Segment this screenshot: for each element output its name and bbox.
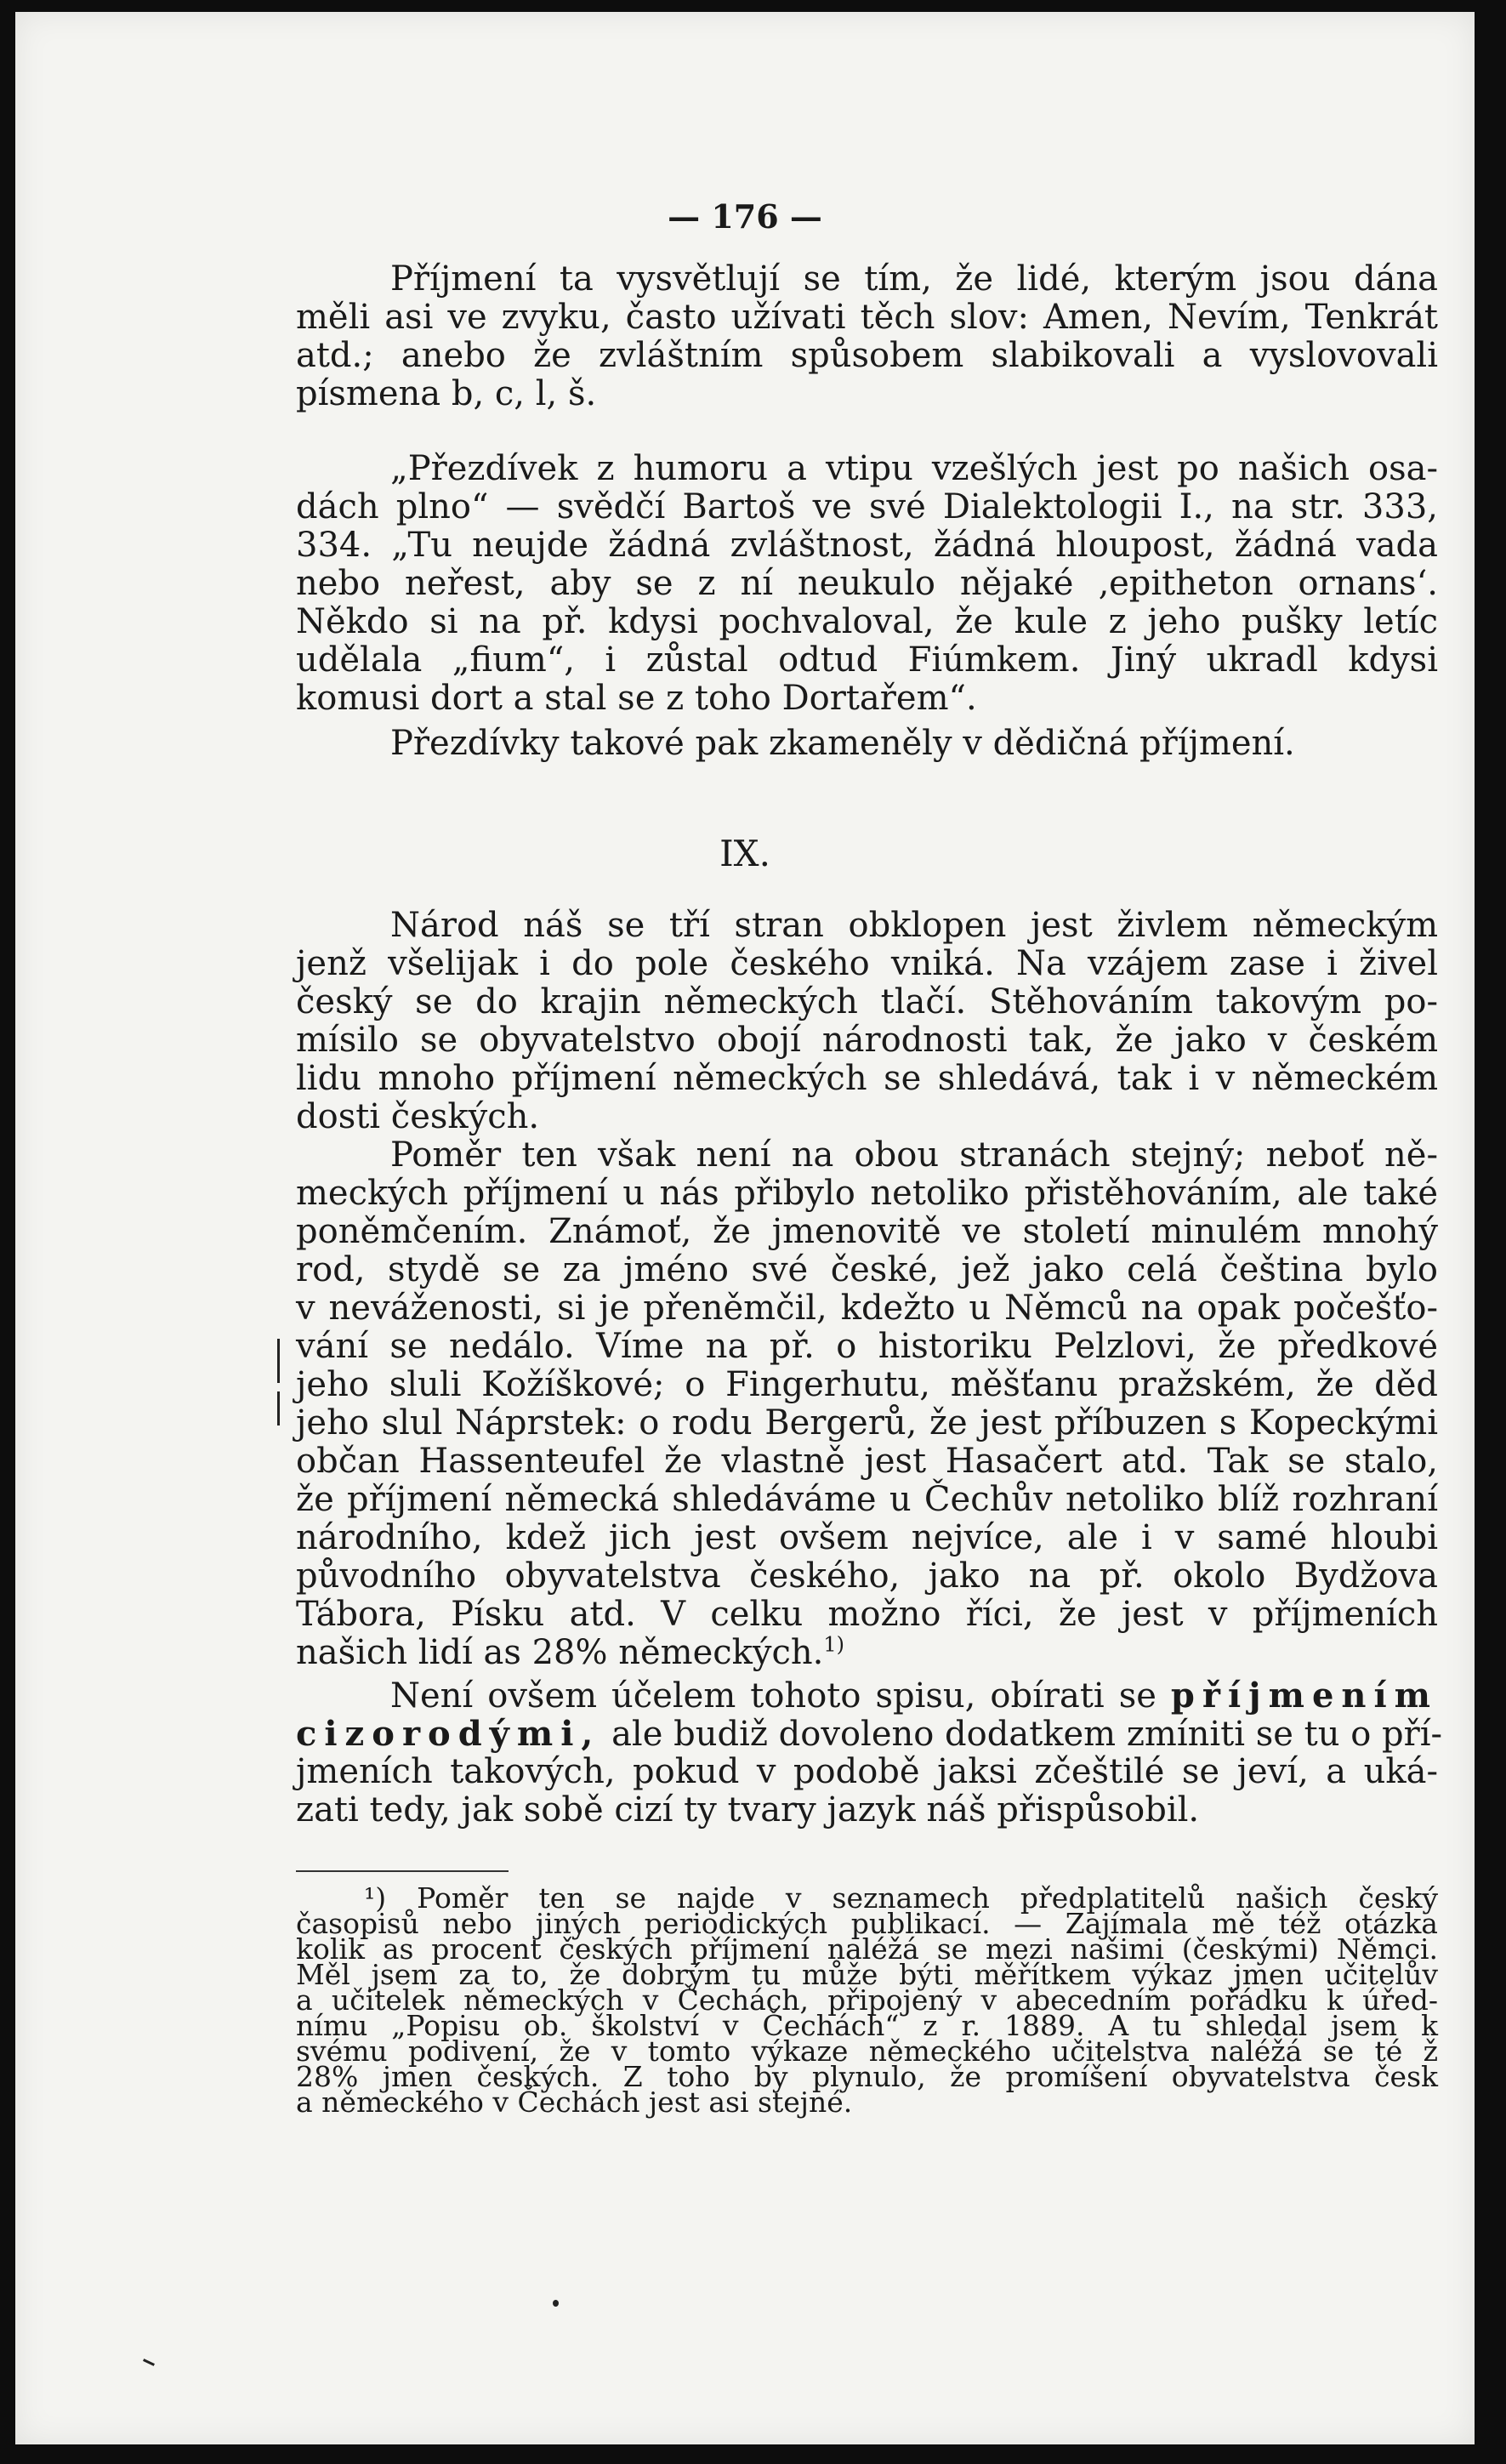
text-line: 334. „Tu neujde žádná zvláštnost, žádná hloupost, žádná vada (296, 526, 1438, 565)
text-line: Někdo si na př. kdysi pochvaloval, že kule z jeho pušky letíc (296, 602, 1438, 641)
footnote-marker: 1) (823, 1632, 845, 1657)
text-line: občan Hassenteufel že vlastně jest Hasačert atd. Tak se stalo, (296, 1442, 1438, 1481)
text-line: vání se nedálo. Víme na př. o historiku Pelzlovi, že předkové (296, 1327, 1438, 1366)
text-fragment: našich lidí as 28% německých. (296, 1633, 824, 1672)
text-line: časopisů nebo jiných periodických publikací. — Zajímala mě též otázka (296, 1907, 1438, 1940)
text-line: zati tedy, jak sobě cizí ty tvary jazyk náš přispůsobil. (296, 1790, 1200, 1830)
text-line: rod, stydě se za jméno své české, jež jako celá čeština bylo (296, 1250, 1438, 1289)
section-heading: IX. (719, 833, 770, 874)
specks (143, 2359, 155, 2366)
text-line: „Přezdívek z humoru a vtipu vzešlých jest po našich osa- (390, 449, 1438, 488)
text-line: a učitelek německých v Čechách, připojený v abecedním pořádku k úřed- (296, 1983, 1438, 2017)
text-line: že příjmení německá shledáváme u Čechův netoliko blíž rozhraní (296, 1480, 1438, 1519)
text-line: poněmčením. Známoť, že jmenovitě ve století minulém mnohý (296, 1212, 1438, 1251)
paragraph-3 (296, 725, 1438, 763)
footnote-separator (296, 1870, 509, 1872)
text-fragment: Není ovšem účelem tohoto spisu, obírati se (390, 1676, 1156, 1716)
text-line: v neváženosti, si je přeněmčil, kdežto u Němců na opak počešťo- (296, 1289, 1438, 1328)
paragraph-1 (296, 260, 1438, 413)
text-line: komusi dort a stal se z toho Dortařem“. (296, 679, 977, 718)
paragraph-5 (296, 1136, 1438, 1672)
text-line: jmeních takových, pokud v podobě jaksi zčeštilé se jeví, a uká- (296, 1752, 1438, 1791)
text-line: český se do krajin německých tlačí. Stěhováním takovým po- (296, 982, 1438, 1021)
emphasized-word: příjmením (1170, 1676, 1439, 1716)
text-line: jeho sluli Kožíškové; o Fingerhutu, měšťanu pražském, že děd (296, 1365, 1438, 1404)
text-line: jenž všelijak i do pole českého vniká. Na vzájem zase i živel (296, 944, 1438, 983)
emphasized-word: cizorodými, (296, 1714, 601, 1754)
text-line: Tábora, Písku atd. V celku možno říci, že jest v příjmeních (296, 1595, 1438, 1634)
text-line: Poměr ten však není na obou stranách stejný; neboť ně- (390, 1135, 1438, 1175)
text-line: národního, kdež jich jest ovšem nejvíce, ale i v samé hloubi (296, 1518, 1438, 1557)
text-line: původního obyvatelstva českého, jako na př. okolo Bydžova (296, 1556, 1438, 1596)
text-line: měli asi ve zvyku, často užívati těch slov: Amen, Nevím, Tenkrát (296, 298, 1438, 337)
text-line: mísilo se obyvatelstvo obojí národnosti tak, že jako v českém (296, 1021, 1438, 1060)
text-line: Měl jsem za to, že dobrým tu může býti měřítkem výkaz jmen učitelův (296, 1958, 1438, 1991)
specks (553, 2300, 559, 2307)
text-line: dosti českých. (296, 1097, 540, 1136)
text-line: 28% jmen českých. Z toho by plynulo, že promíšení obyvatelstva česk (296, 2060, 1438, 2093)
margin-stroke (277, 1339, 280, 1383)
text-line: dách plno“ — svědčí Bartoš ve své Dialektologii I., na str. 333, (296, 487, 1438, 526)
text-line: ¹) Poměr ten se najde v seznamech předplatitelů našich český (364, 1881, 1438, 1915)
text-line: atd.; anebo že zvláštním spůsobem slabikovali a vyslovovali (296, 336, 1438, 375)
paragraph-6 (296, 1676, 1443, 1830)
text-line: lidu mnoho příjmení německých se shledává, tak i v německém (296, 1059, 1438, 1098)
text-line: udělala „fium“, i zůstal odtud Fiúmkem. Jiný ukradl kdysi (296, 640, 1438, 680)
footnote (296, 1881, 1438, 2119)
text-line: meckých příjmení u nás přibylo netoliko přistěhováním, ale také (296, 1174, 1438, 1213)
text-line: jeho slul Náprstek: o rodu Bergerů, že jest příbuzen s Kopeckými (296, 1403, 1438, 1443)
text-line: nebo neřest, aby se z ní neukulo nějaké ‚epitheton ornans‘. (296, 564, 1438, 603)
scanned-page (15, 12, 1475, 2444)
text-line: nímu „Popisu ob. školství v Čechách“ z r. 1889. A tu shledal jsem k (296, 2009, 1438, 2042)
text-line (296, 1676, 1438, 1715)
text-line: Příjmení ta vysvětlují se tím, že lidé, kterým jsou dána (390, 259, 1438, 299)
text-line: Přezdívky takové pak zkameněly v dědičná příjmení. (390, 724, 1295, 763)
text-line (296, 1634, 1438, 1672)
paragraph-2 (296, 450, 1438, 718)
page-number: — 176 — (668, 197, 822, 236)
text-line (296, 1714, 1443, 1754)
text-line: Národ náš se tří stran obklopen jest živlem německým (390, 906, 1438, 945)
text-line: a německého v Čechách jest asi stejné. (296, 2086, 853, 2119)
text-line: kolik as procent českých příjmení naléžá se mezi našimi (českými) Němci. (296, 1932, 1438, 1966)
paragraph-4 (296, 907, 1438, 1136)
text-line: svému podivení, že v tomto výkaze německého učitelstva naléžá se té ž (296, 2034, 1438, 2068)
text-fragment: ale budiž dovoleno dodatkem zmíniti se tu o pří- (611, 1715, 1443, 1754)
margin-stroke (277, 1391, 280, 1425)
text-line: písmena b, c, l, š. (296, 374, 597, 413)
